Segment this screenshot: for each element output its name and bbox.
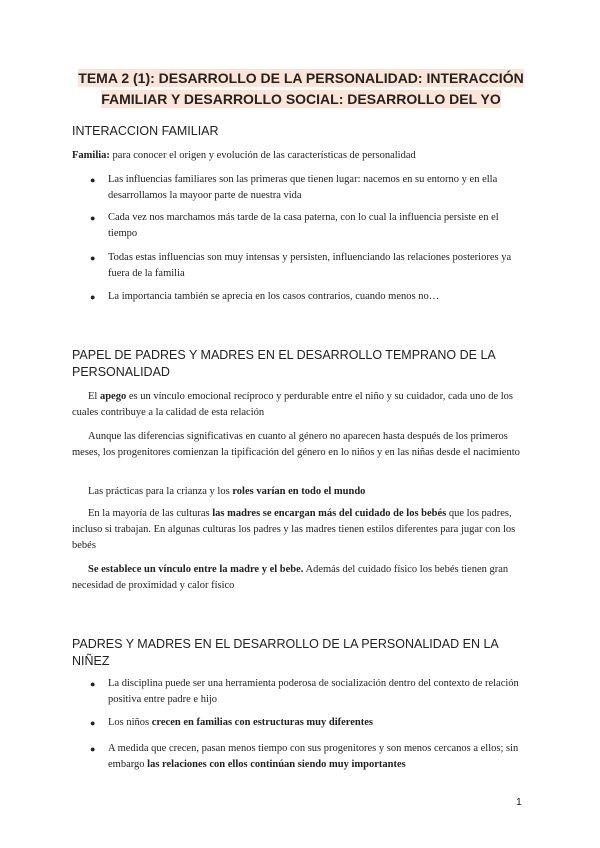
list-item — [108, 715, 528, 731]
bold-term: apego — [99, 391, 127, 402]
paragraph-culturas — [72, 506, 528, 554]
paragraph-vinculo — [72, 562, 528, 594]
section-heading-papel-padres — [72, 347, 532, 381]
list-item: Las influencias familiares son las primeras que tienen lugar: nacemos en su entorno y en ella desarrollamos la mayoor parte de nuestra vida — [108, 174, 498, 201]
document-title — [72, 68, 530, 110]
bold-term: roles varían en todo el mundo — [232, 486, 366, 497]
paragraph-genero: Aunque las diferencias significativas en cuanto al género no aparecen hasta después de los primeros meses, los progenitores comienzan la tipificación del género en lo niños y en las niñas desde el nacimiento — [72, 431, 520, 458]
list-item: Todas estas influencias son muy intensas y persisten, influenciando las relaciones posteriores ya fuera de la familia — [108, 252, 512, 279]
title-line-2: FAMILIAR Y DESARROLLO SOCIAL: DESARROLLO DEL YO — [101, 91, 501, 107]
bullet-icon: ● — [90, 213, 96, 223]
section-heading-interaccion-familiar: INTERACCION FAMILIAR — [72, 124, 219, 138]
heading-line: PAPEL DE PADRES Y MADRES EN EL DESARROLLO TEMPRANO DE LA — [72, 348, 496, 362]
paragraph-crianza — [72, 484, 528, 500]
list-item — [108, 741, 528, 773]
familia-definition — [72, 148, 528, 164]
bold-term: Se establece un vínculo entre la madre y el bebe. — [88, 564, 304, 575]
text-span: es un vínculo emocional recíproco y perdurable entre el niño y su cuidador, cada uno de los cuales contribuye a la calidad de esta relación — [72, 391, 514, 418]
text-span: El — [88, 391, 100, 402]
paragraph-apego — [72, 389, 528, 421]
text-span: Además del cuidado físico los bebés tienen gran necesidad de proximidad y calor físico — [72, 564, 509, 591]
familia-label: Familia: — [72, 150, 110, 161]
list-item: La disciplina puede ser una herramienta poderosa de socialización dentro del contexto de relación positiva entre padre e hijo — [108, 678, 519, 705]
text-span: En la mayoría de las culturas — [88, 508, 213, 519]
text-span: Los niños — [108, 717, 152, 728]
bullet-icon: ● — [90, 718, 96, 728]
text-span: A medida que crecen, pasan menos tiempo con sus progenitores y son menos cercanos a ellos; sin embargo — [108, 743, 519, 770]
page-number: 1 — [516, 796, 522, 808]
bullet-icon: ● — [90, 744, 96, 754]
title-line-1: TEMA 2 (1): DESARROLLO DE LA PERSONALIDAD: INTERACCIÓN — [78, 70, 524, 86]
familia-text: para conocer el origen y evolución de las características de personalidad — [109, 150, 416, 161]
heading-line: PERSONALIDAD — [72, 365, 170, 379]
bullet-icon: ● — [90, 679, 96, 689]
text-span: que los padres, incluso si trabajan. En algunas culturas los padres y las madres tienen estilos diferentes para jugar con los bebés — [72, 508, 516, 551]
list-item: La importancia también se aprecia en los casos contrarios, cuando menos no… — [108, 291, 440, 302]
heading-line: PADRES Y MADRES EN EL DESARROLLO DE LA PERSONALIDAD EN LA — [72, 637, 499, 651]
list-item: Cada vez nos marchamos más tarde de la casa paterna, con lo cual la influencia persiste en el tiempo — [108, 212, 499, 239]
bullet-icon: ● — [90, 253, 96, 263]
bullet-icon: ● — [90, 292, 96, 302]
bold-term: crecen en familias con estructuras muy diferentes — [151, 717, 373, 728]
bold-term: las madres se encargan más del cuidado de los bebés — [212, 508, 447, 519]
heading-line: NIÑEZ — [72, 654, 110, 668]
bold-term: las relaciones con ellos continúan siendo muy importantes — [147, 759, 406, 770]
bullet-icon: ● — [90, 175, 96, 185]
section-heading-ninez — [72, 636, 532, 670]
text-span: Las prácticas para la crianza y los — [88, 486, 233, 497]
